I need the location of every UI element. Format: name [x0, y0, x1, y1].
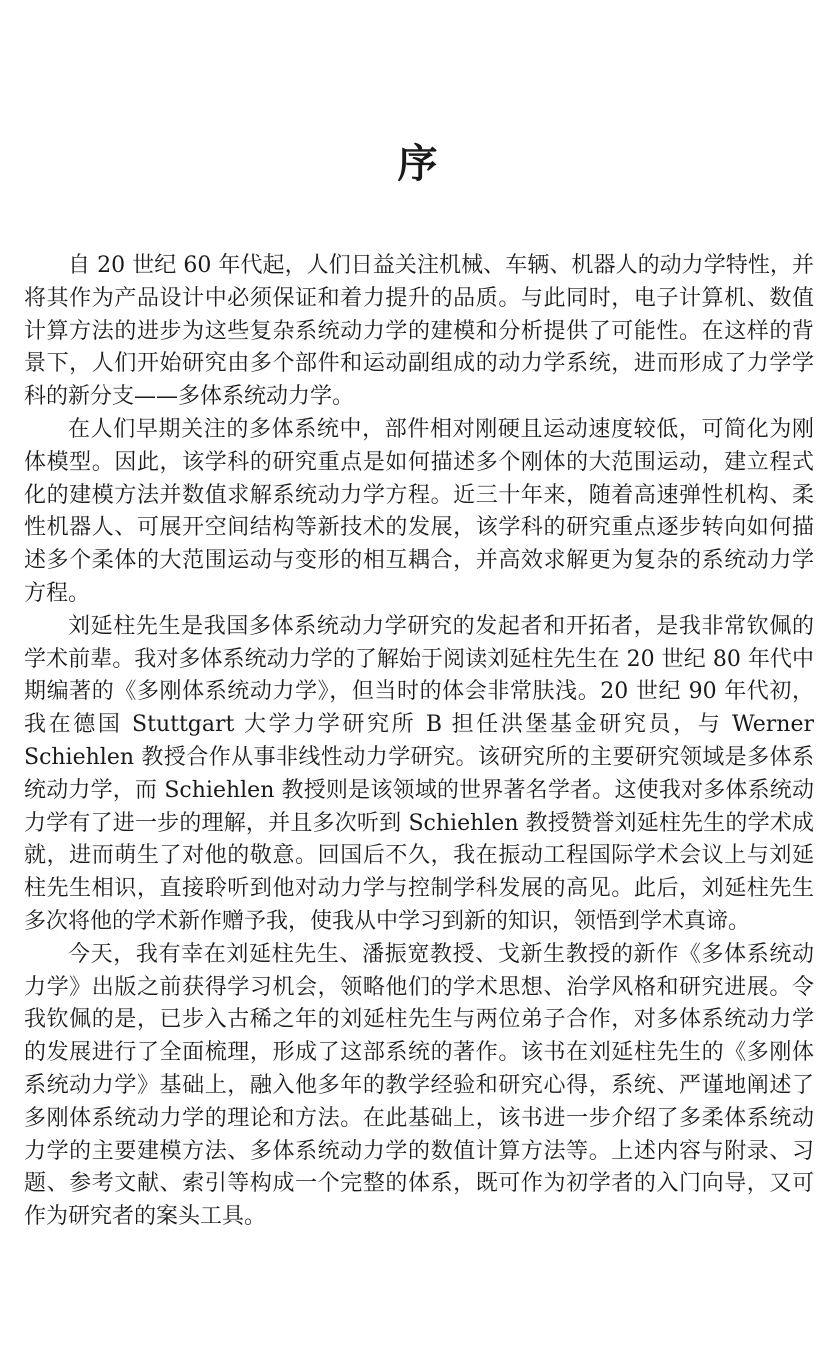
- paragraph-1: 自 20 世纪 60 年代起，人们日益关注机械、车辆、机器人的动力学特性，并将其作为产品设计中必须保证和着力提升的品质。与此同时，电子计算机、数值计算方法的进步为这些复杂系统动力学的建模和分析提供了可能性。在这样的背景下，人们开始研究由多个部件和运动副组成的动力学系统，进而形成了力学学科的新分支——多体系统动力学。: [24, 253, 814, 410]
- page-title: 序: [397, 141, 438, 187]
- paragraph-4: 今天，我有幸在刘延柱先生、潘振宽教授、戈新生教授的新作《多体系统动力学》出版之前获得学习机会，领略他们的学术思想、治学风格和研究进展。令我钦佩的是，已步入古稀之年的刘延柱先生与两位弟子合作，对多体系统动力学的发展进行了全面梳理，形成了这部系统的著作。该书在刘延柱先生的《多刚体系统动力学》基础上，融入他多年的教学经验和研究心得，系统、严谨地阐述了多刚体系统动力学的理论和方法。在此基础上，该书进一步介绍了多柔体系统动力学的主要建模方法、多体系统动力学的数值计算方法等。上述内容与附录、习题、参考文献、索引等构成一个完整的体系，既可作为初学者的入门向导，又可作为研究者的案头工具。: [24, 941, 814, 1230]
- paragraph-2: 在人们早期关注的多体系统中，部件相对刚硬且运动速度较低，可简化为刚体模型。因此，该学科的研究重点是如何描述多个刚体的大范围运动，建立程式化的建模方法并数值求解系统动力学方程。近三十年来，随着高速弹性机构、柔性机器人、可展开空间结构等新技术的发展，该学科的研究重点逐步转向如何描述多个柔体的大范围运动与变形的相互耦合，并高效求解更为复杂的系统动力学方程。: [24, 416, 814, 606]
- paragraph-3: 刘延柱先生是我国多体系统动力学研究的发起者和开拓者，是我非常钦佩的学术前辈。我对多体系统动力学的了解始于阅读刘延柱先生在 20 世纪 80 年代中期编著的《多刚体系统动力学》，但当时的体会非常肤浅。20 世纪 90 年代初，我在德国 Stuttgart 大学力学研究所 B 担任洪堡基金研究员，与 Werner Schiehlen 教授合作从事非线性动力学研究。该研究所的主要研究领域是多体系统动力学，而 Schiehlen 教授则是该领域的世界著名学者。这使我对多体系统动力学有了进一步的理解，并且多次听到 Schiehlen 教授赞誉刘延柱先生的学术成就，进而萌生了对他的敬意。回国后不久，我在振动工程国际学术会议上与刘延柱先生相识，直接聆听到他对动力学与控制学科发展的高见。此后，刘延柱先生多次将他的学术新作赠予我，使我从中学习到新的知识，领悟到学术真谛。: [24, 613, 814, 934]
- preface-body: [24, 250, 814, 1234]
